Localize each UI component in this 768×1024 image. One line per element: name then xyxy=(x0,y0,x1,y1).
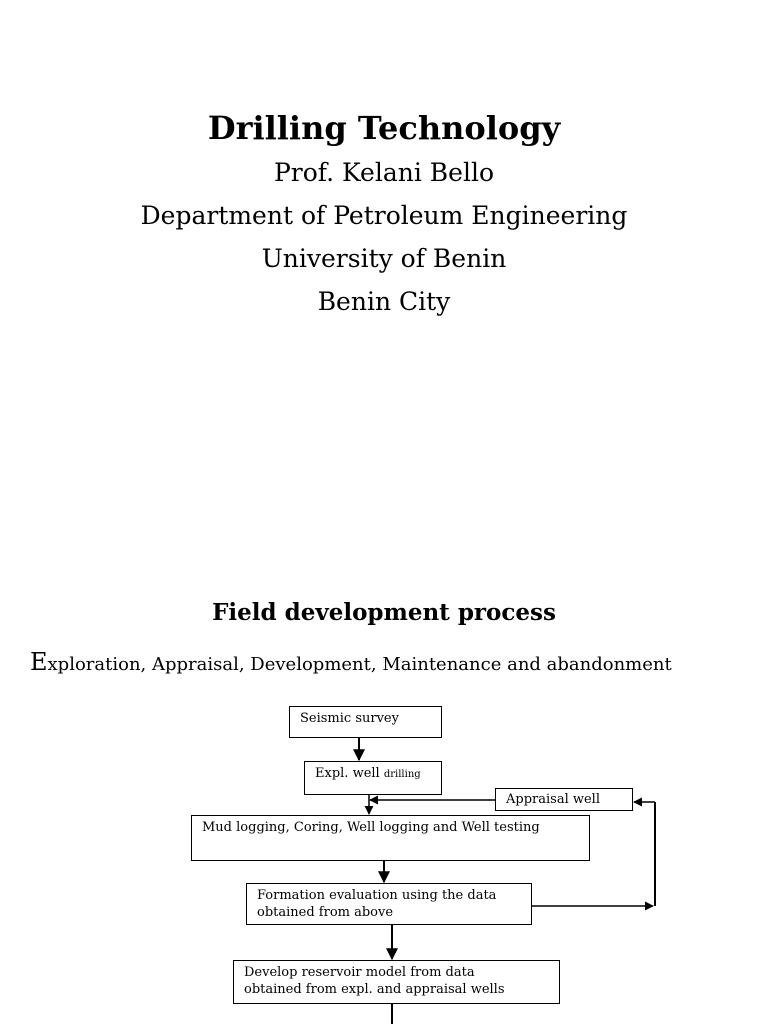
flow-box-label-line2: obtained from expl. and appraisal wells xyxy=(244,982,505,997)
flow-box-label: Expl. well xyxy=(315,766,384,781)
flow-box-seismic-survey xyxy=(289,706,442,738)
author-name: Prof. Kelani Bello xyxy=(273,158,495,187)
section-title: Field development process xyxy=(212,599,556,626)
flow-box-develop-reservoir-model xyxy=(233,960,560,1004)
flow-box-label: Appraisal well xyxy=(506,792,601,807)
flow-box-expl-well-drilling xyxy=(304,761,442,795)
flow-box-formation-evaluation xyxy=(246,883,532,925)
flow-box-label-line2: obtained from above xyxy=(257,905,394,920)
document-title: Drilling Technology xyxy=(207,109,561,147)
university-name: University of Benin xyxy=(261,244,507,273)
intro-text: xploration, Appraisal, Development, Maintenance and abandonment xyxy=(47,654,672,675)
flow-box-label: Mud logging, Coring, Well logging and Well testing xyxy=(202,820,540,835)
flow-box-mud-logging xyxy=(191,815,590,861)
city-name: Benin City xyxy=(317,287,451,316)
flow-box-label: Seismic survey xyxy=(300,711,399,726)
flow-box-label-line1: Develop reservoir model from data xyxy=(244,965,475,980)
department-name: Department of Petroleum Engineering xyxy=(140,201,628,230)
flow-box-appraisal-well xyxy=(495,788,633,811)
flow-box-label-small: drilling xyxy=(383,769,421,780)
intro-first-letter: E xyxy=(30,648,48,676)
flow-box-label-line1: Formation evaluation using the data xyxy=(257,888,497,903)
